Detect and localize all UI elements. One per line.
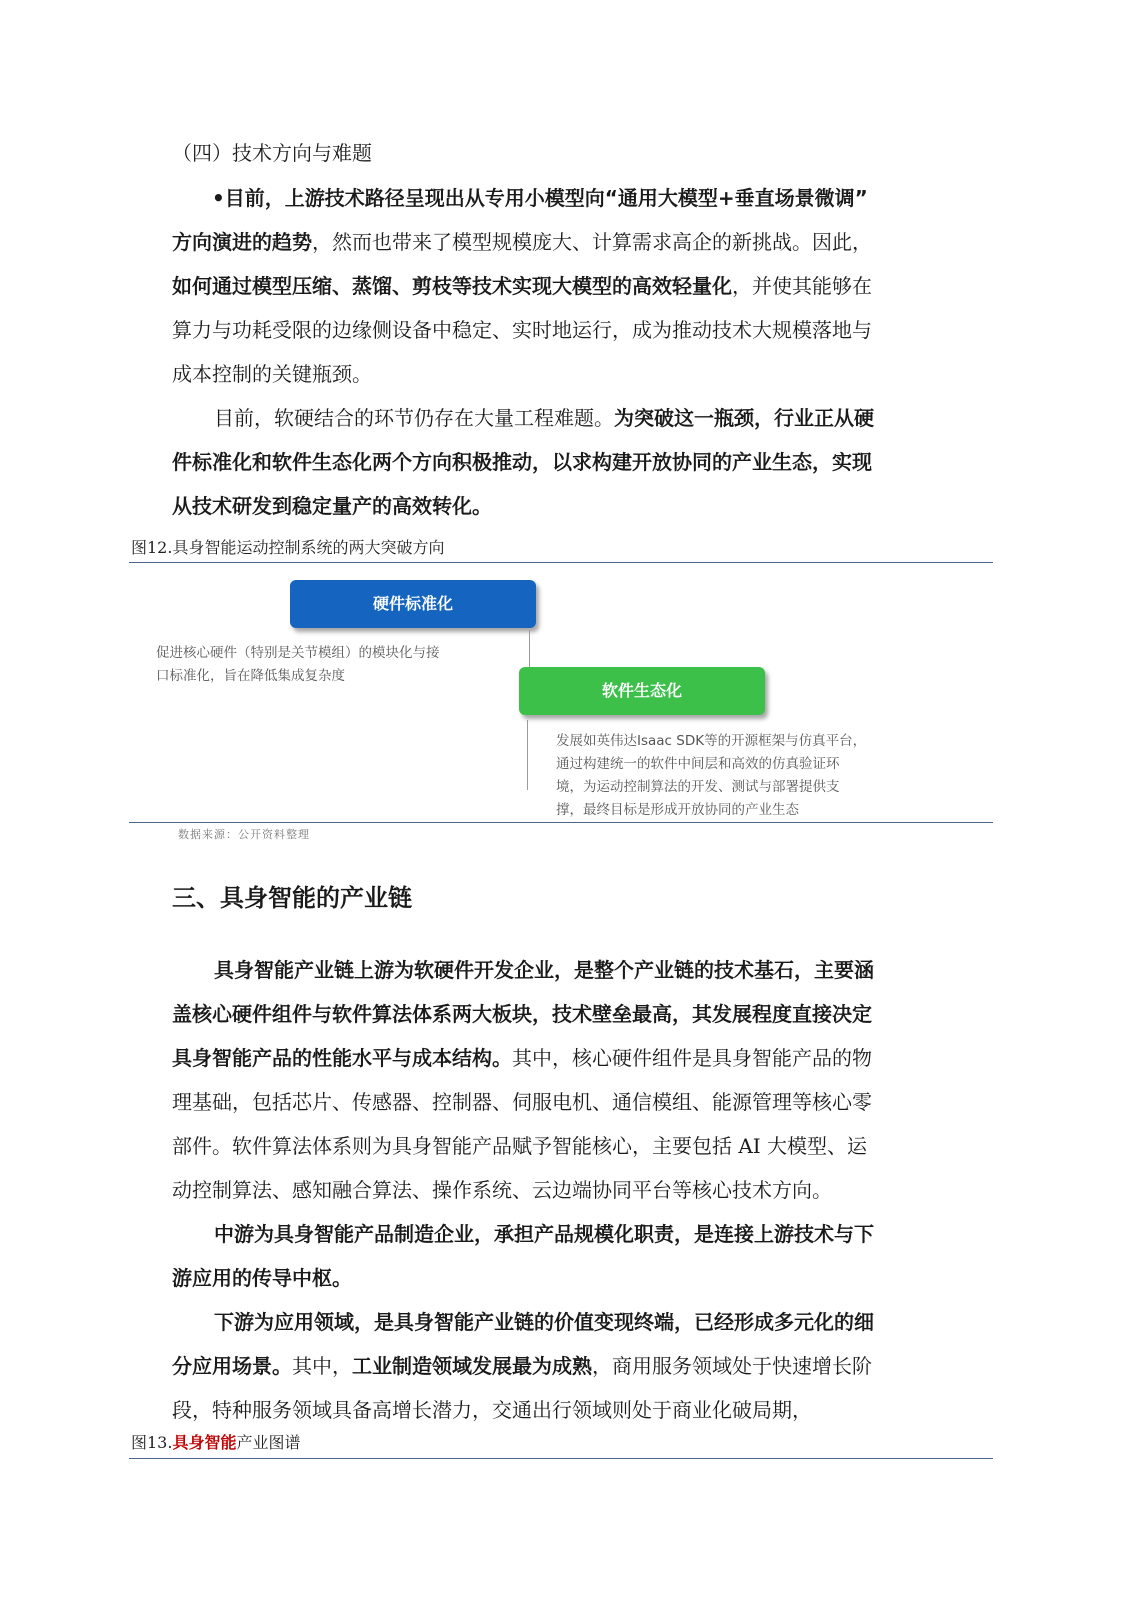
s3-p3-line2-mid: 其中， xyxy=(292,1354,352,1378)
para2-line1 xyxy=(214,396,1004,440)
software-desc-line2: 通过构建统一的软件中间层和高效的仿真验证环 xyxy=(556,756,840,772)
s3-p1-line3-rest: 其中，核心硬件组件是具身智能产品的物 xyxy=(512,1046,872,1070)
s3-p1-line5: 部件。软件算法体系则为具身智能产品赋予智能核心，主要包括 AI 大模型、运 xyxy=(172,1134,868,1158)
s3-p3-line2-bold: 分应用场景。 xyxy=(172,1354,292,1378)
para1-line3 xyxy=(172,264,962,308)
para1-line2-rest: ，然而也带来了模型规模庞大、计算需求高企的新挑战。因此， xyxy=(312,230,872,254)
software-desc-line1: 发展如英伟达Isaac SDK等的开源框架与仿真平台， xyxy=(556,733,867,749)
connector-line xyxy=(529,630,530,670)
para2-line3: 从技术研发到稳定量产的高效转化。 xyxy=(172,494,492,518)
para1-line1: •目前，上游技术路径呈现出从专用小模型向“通用大模型+垂直场景微调” xyxy=(212,186,868,210)
para1-line2-bold: 方向演进的趋势 xyxy=(172,230,312,254)
para1-line4: 算力与功耗受限的边缘侧设备中稳定、实时地运行，成为推动技术大规模落地与 xyxy=(172,318,872,342)
figure13-caption xyxy=(131,1430,300,1456)
s3-p2-line1: 中游为具身智能产品制造企业，承担产品规模化职责，是连接上游技术与下 xyxy=(214,1222,874,1246)
s3-p1-line4: 理基础，包括芯片、传感器、控制器、伺服电机、通信模组、能源管理等核心零 xyxy=(172,1090,872,1114)
s3-p1-line1: 具身智能产业链上游为软硬件开发企业，是整个产业链的技术基石，主要涵 xyxy=(214,958,874,982)
s3-p3-line2 xyxy=(172,1344,962,1388)
para1-line5: 成本控制的关键瓶颈。 xyxy=(172,362,372,386)
figure13-caption-prefix: 图13. xyxy=(131,1433,173,1452)
figure12-top-rule xyxy=(129,562,993,563)
s3-p3-line3: 段，特种服务领域具备高增长潜力，交通出行领域则处于商业化破局期， xyxy=(172,1398,812,1422)
para2-line2: 件标准化和软件生态化两个方向积极推动，以求构建开放协同的产业生态，实现 xyxy=(172,450,872,474)
para2-line1-bold: 为突破这一瓶颈，行业正从硬 xyxy=(614,406,874,430)
figure13-top-rule xyxy=(129,1458,993,1459)
software-desc-line xyxy=(527,720,528,790)
figure13-caption-rest: 产业图谱 xyxy=(236,1433,301,1452)
software-ecosystem-box: 软件生态化 xyxy=(519,667,765,715)
s3-p1-line6: 动控制算法、感知融合算法、操作系统、云边端协同平台等核心技术方向。 xyxy=(172,1178,832,1202)
software-desc-line3: 境，为运动控制算法的开发、测试与部署提供支 xyxy=(556,779,840,795)
s3-p3-line1: 下游为应用领域，是具身智能产业链的价值变现终端，已经形成多元化的细 xyxy=(214,1310,874,1334)
figure12-source: 数据来源：公开资料整理 xyxy=(178,828,310,841)
s3-p3-line2-rest: ，商用服务领域处于快速增长阶 xyxy=(592,1354,872,1378)
software-desc-line4: 撑，最终目标是形成开放协同的产业生态 xyxy=(556,802,799,818)
s3-p2-line2: 游应用的传导中枢。 xyxy=(172,1266,352,1290)
hardware-desc-line2: 口标准化，旨在降低集成复杂度 xyxy=(156,668,345,684)
s3-p1-line3 xyxy=(172,1036,962,1080)
subheading: （四）技术方向与难题 xyxy=(172,141,372,165)
figure12-bottom-rule xyxy=(129,822,993,823)
s3-p3-line2-bold2: 工业制造领域发展最为成熟 xyxy=(352,1354,592,1378)
s3-p1-line2: 盖核心硬件组件与软件算法体系两大板块，技术壁垒最高，其发展程度直接决定 xyxy=(172,1002,872,1026)
section-title: 三、具身智能的产业链 xyxy=(172,884,412,912)
hardware-desc-line1: 促进核心硬件（特别是关节模组）的模块化与接 xyxy=(156,645,440,661)
hardware-standardization-box: 硬件标准化 xyxy=(290,580,536,628)
para2-line1-normal: 目前，软硬结合的环节仍存在大量工程难题。 xyxy=(214,406,614,430)
s3-p1-line3-bold: 具身智能产品的性能水平与成本结构。 xyxy=(172,1046,512,1070)
para1-line3-bold: 如何通过模型压缩、蒸馏、剪枝等技术实现大模型的高效轻量化 xyxy=(172,274,732,298)
para1-line2 xyxy=(172,220,962,264)
figure13-caption-red: 具身智能 xyxy=(172,1433,237,1452)
figure12-caption: 图12.具身智能运动控制系统的两大突破方向 xyxy=(131,538,445,557)
para1-line3-rest: ，并使其能够在 xyxy=(732,274,872,298)
